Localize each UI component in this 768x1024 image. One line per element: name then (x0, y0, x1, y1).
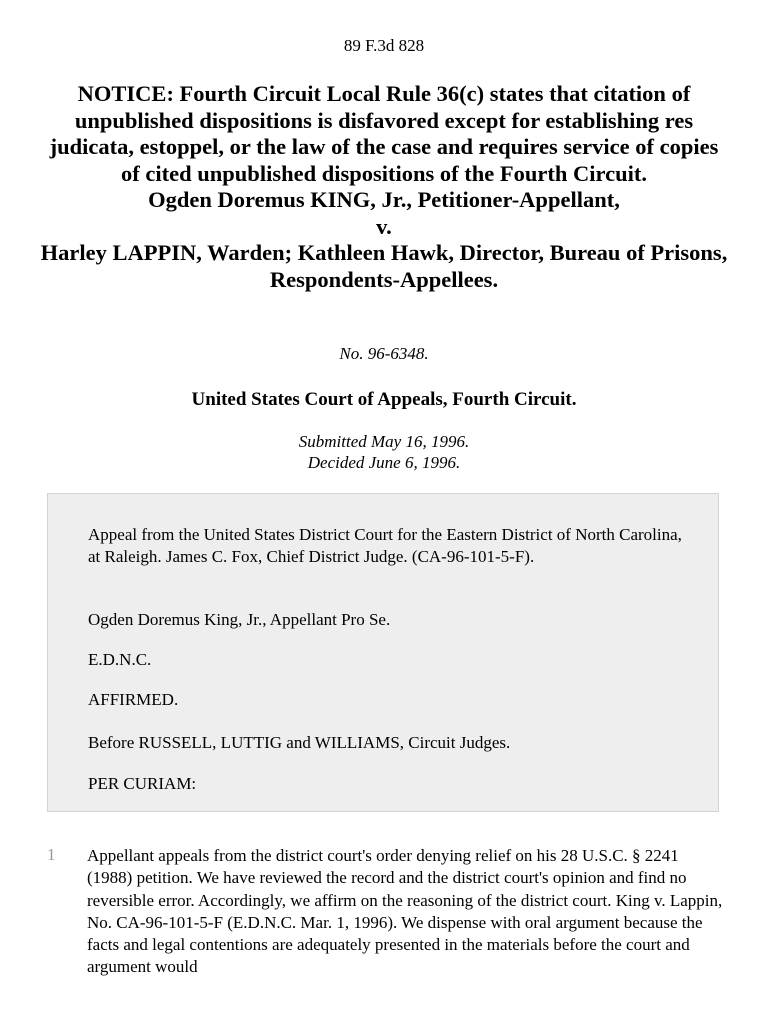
petitioner-name: Ogden Doremus KING, Jr., Petitioner-Appellant, (148, 187, 620, 212)
court-name: United States Court of Appeals, Fourth Circuit. (191, 389, 577, 410)
panel-judges: Before RUSSELL, LUTTIG and WILLIAMS, Circuit Judges. (88, 733, 511, 752)
counsel-line: Ogden Doremus King, Jr., Appellant Pro Se. (88, 610, 391, 629)
respondents-names: Harley LAPPIN, Warden; Kathleen Hawk, Director, Bureau of Prisons, Respondents-Appellees. (40, 240, 728, 292)
rule-notice: NOTICE: Fourth Circuit Local Rule 36(c) states that citation of unpublished dispositions is disfavored except for establishing res judicata, estoppel, or the law of the case and requires service of copies of cited unpublished dispositions of the Fourth Circuit. (49, 81, 719, 186)
case-heading (40, 81, 728, 293)
disposition: AFFIRMED. (88, 690, 179, 709)
versus-text: v. (376, 213, 392, 239)
opinion-paragraph: Appellant appeals from the district court's order denying relief on his 28 U.S.C. § 2241 (1988) petition. We have reviewed the record and the district court's opinion and find no reversible error. Accordingly, we affirm on the reasoning of the district court. King v. Lappin, No. CA-96-101-5-F (E.D.N.C. Mar. 1, 1996). We dispense with oral argument because the facts and legal contentions are adequately presented in the materials before the court and argument would (87, 846, 723, 977)
per-curiam-label: PER CURIAM: (88, 774, 197, 793)
appeal-origin: Appeal from the United States District Court for the Eastern District of North Carolina, at Raleigh. James C. Fox, Chief District Judge. (CA-96-101-5-F). (88, 525, 682, 566)
paragraph-number: 1 (47, 845, 56, 864)
submitted-date: Submitted May 16, 1996. (298, 432, 470, 451)
docket-number: No. 96-6348. (339, 344, 429, 363)
case-citation: 89 F.3d 828 (343, 36, 425, 55)
case-dates (0, 431, 768, 473)
decided-date: Decided June 6, 1996. (307, 453, 461, 472)
case-summary-box (47, 493, 719, 812)
district-abbrev: E.D.N.C. (88, 650, 152, 669)
